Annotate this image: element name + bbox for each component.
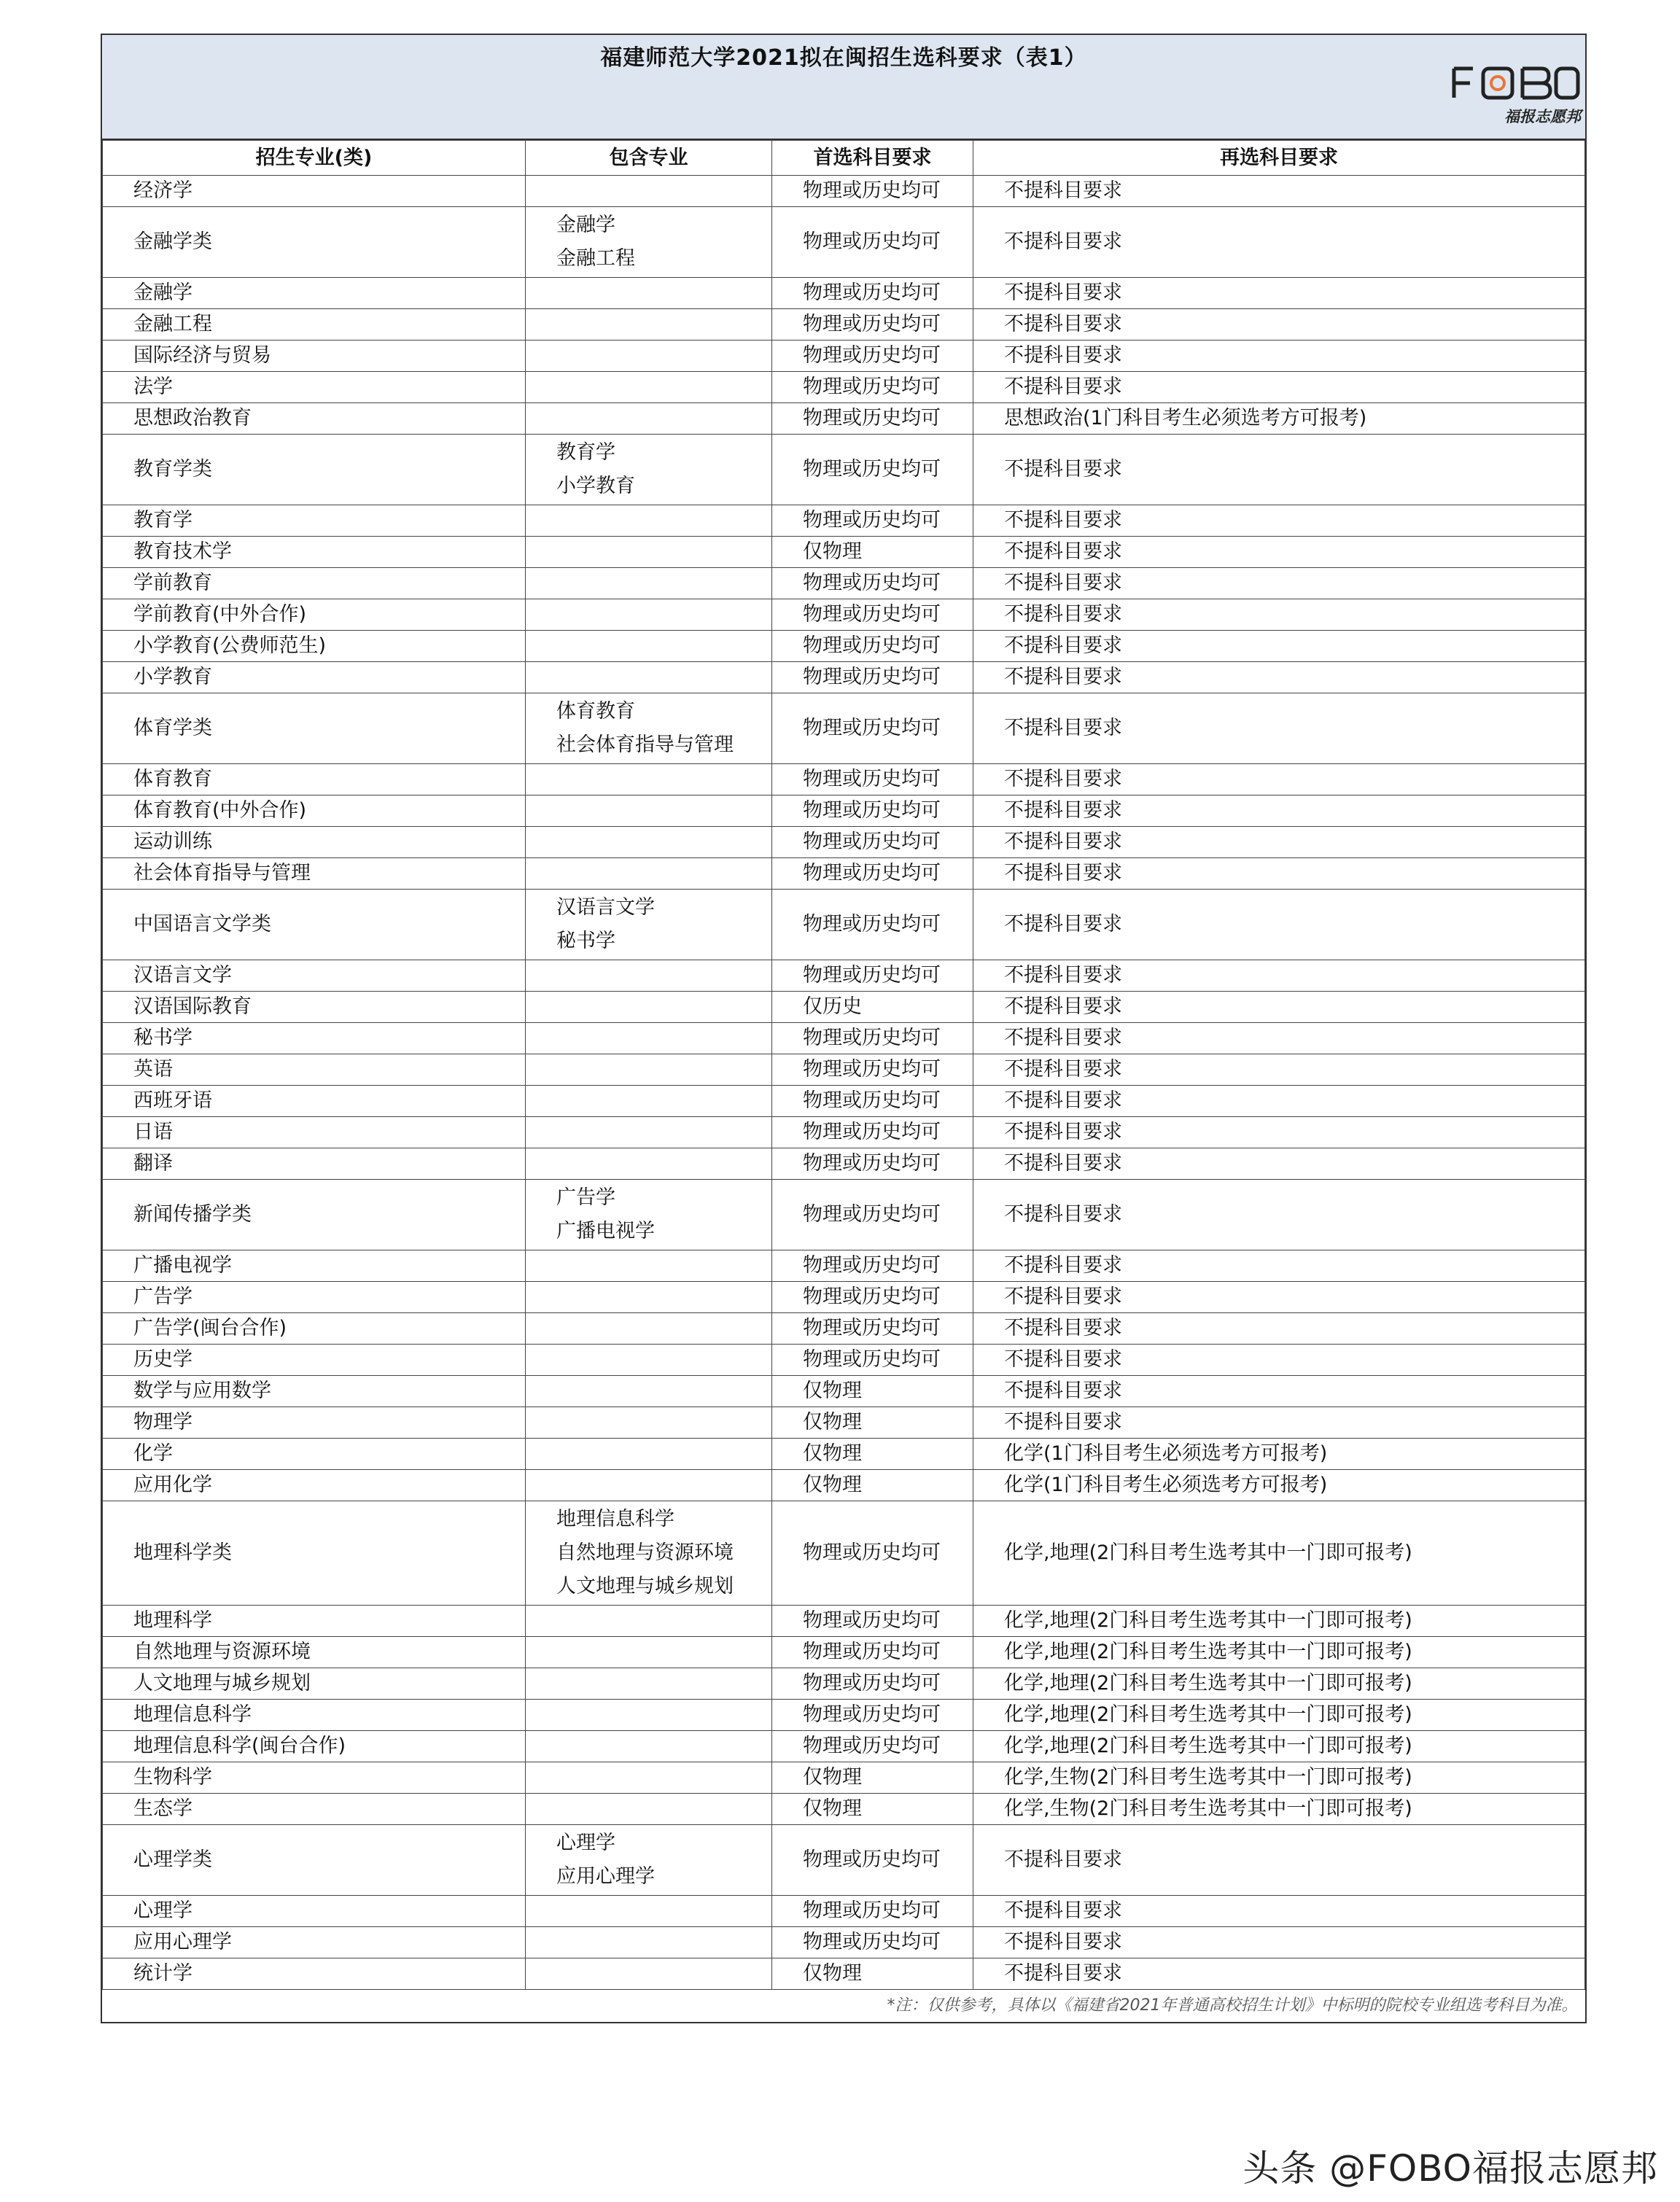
major-cell: 广告学(闽台合作) [103,1313,526,1345]
major-cell: 体育教育(中外合作) [103,795,526,827]
included-majors-cell [526,764,772,795]
header-row [103,141,1585,176]
first-choice-cell: 仅物理 [772,537,973,568]
included-majors-cell [526,827,772,858]
second-choice-cell: 不提科目要求 [973,1148,1585,1180]
second-choice-cell: 不提科目要求 [973,1958,1585,1990]
first-choice-cell: 物理或历史均可 [772,1731,973,1762]
table-row [103,435,1585,505]
included-majors-cell [526,1637,772,1668]
first-choice-cell: 物理或历史均可 [772,1313,973,1345]
major-cell: 运动训练 [103,827,526,858]
table-row [103,403,1585,435]
table-row [103,1117,1585,1148]
included-majors-cell [526,1054,772,1086]
major-cell: 秘书学 [103,1023,526,1054]
included-majors-cell [526,1731,772,1762]
major-cell: 数学与应用数学 [103,1376,526,1407]
first-choice-cell: 物理或历史均可 [772,1148,973,1180]
footnote: *注：仅供参考，具体以《福建省2021年普通高校招生计划》中标明的院校专业组选考科目为准。 [103,1990,1585,2023]
major-cell: 小学教育(公费师范生) [103,631,526,662]
table-row [103,1668,1585,1700]
second-choice-cell: 不提科目要求 [973,341,1585,372]
major-cell: 西班牙语 [103,1086,526,1117]
included-majors-cell [526,1958,772,1990]
table-row [103,207,1585,278]
table-row [103,1762,1585,1794]
major-cell: 历史学 [103,1345,526,1376]
table-row [103,1958,1585,1990]
first-choice-cell: 物理或历史均可 [772,1023,973,1054]
table-row [103,662,1585,693]
major-cell: 心理学 [103,1896,526,1927]
first-choice-cell: 物理或历史均可 [772,631,973,662]
second-choice-cell: 不提科目要求 [973,631,1585,662]
second-choice-cell: 化学,地理(2门科目考生选考其中一门即可报考) [973,1501,1585,1606]
included-major: 地理信息科学 [556,1508,674,1530]
table-row [103,568,1585,599]
major-cell: 金融工程 [103,309,526,341]
second-choice-cell: 不提科目要求 [973,827,1585,858]
included-major: 社会体育指导与管理 [556,734,734,756]
table-row [103,1345,1585,1376]
first-choice-cell: 物理或历史均可 [772,827,973,858]
table-row [103,1086,1585,1117]
major-cell: 思想政治教育 [103,403,526,435]
table-row [103,992,1585,1023]
major-cell: 体育学类 [103,693,526,764]
included-majors-cell [526,1794,772,1825]
included-majors-cell [526,1345,772,1376]
second-choice-cell: 不提科目要求 [973,176,1585,207]
first-choice-cell: 物理或历史均可 [772,341,973,372]
first-choice-cell: 物理或历史均可 [772,1825,973,1896]
included-majors-cell [526,795,772,827]
table-row [103,1700,1585,1731]
first-choice-cell: 物理或历史均可 [772,764,973,795]
included-majors-cell [526,176,772,207]
included-major: 应用心理学 [556,1865,655,1888]
first-choice-cell: 物理或历史均可 [772,1700,973,1731]
table-row [103,1376,1585,1407]
second-choice-cell: 化学(1门科目考生必须选考方可报考) [973,1439,1585,1470]
table-row [103,599,1585,631]
table-row [103,764,1585,795]
first-choice-cell: 物理或历史均可 [772,662,973,693]
table-row [103,827,1585,858]
included-major: 教育学 [556,441,615,464]
table-row [103,537,1585,568]
included-majors-cell [526,505,772,537]
first-choice-cell: 物理或历史均可 [772,1637,973,1668]
first-choice-cell: 物理或历史均可 [772,1668,973,1700]
included-major: 秘书学 [556,930,615,952]
first-choice-cell: 仅物理 [772,1407,973,1439]
second-choice-cell: 不提科目要求 [973,568,1585,599]
included-majors-cell [526,207,772,278]
major-cell: 小学教育 [103,662,526,693]
included-majors-cell [526,1148,772,1180]
table-row [103,1637,1585,1668]
major-cell: 化学 [103,1439,526,1470]
table-row [103,1825,1585,1896]
first-choice-cell: 物理或历史均可 [772,1927,973,1958]
included-majors-cell [526,1376,772,1407]
first-choice-cell: 物理或历史均可 [772,1250,973,1282]
included-majors-cell [526,1086,772,1117]
major-cell: 国际经济与贸易 [103,341,526,372]
second-choice-cell: 不提科目要求 [973,537,1585,568]
col-header-first-choice: 首选科目要求 [772,141,973,176]
first-choice-cell: 仅物理 [772,1794,973,1825]
first-choice-cell: 物理或历史均可 [772,1180,973,1250]
first-choice-cell: 物理或历史均可 [772,795,973,827]
table-row [103,1501,1585,1606]
major-cell: 教育学类 [103,435,526,505]
second-choice-cell: 化学,地理(2门科目考生选考其中一门即可报考) [973,1606,1585,1637]
major-cell: 广播电视学 [103,1250,526,1282]
first-choice-cell: 物理或历史均可 [772,693,973,764]
included-major: 广告学 [556,1186,615,1209]
major-cell: 物理学 [103,1407,526,1439]
included-majors-cell [526,341,772,372]
included-majors-cell [526,403,772,435]
major-cell: 中国语言文学类 [103,890,526,960]
first-choice-cell: 物理或历史均可 [772,858,973,890]
second-choice-cell: 思想政治(1门科目考生必须选考方可报考) [973,403,1585,435]
major-cell: 体育教育 [103,764,526,795]
included-major: 体育教育 [556,700,635,723]
major-cell: 金融学 [103,278,526,309]
table-row [103,795,1585,827]
second-choice-cell: 不提科目要求 [973,372,1585,403]
included-majors-cell [526,278,772,309]
table-row [103,1054,1585,1086]
included-major: 广播电视学 [556,1220,655,1242]
major-cell: 广告学 [103,1282,526,1313]
major-cell: 汉语言文学 [103,960,526,992]
included-majors-cell [526,1927,772,1958]
major-cell: 英语 [103,1054,526,1086]
major-cell: 地理信息科学 [103,1700,526,1731]
included-majors-cell [526,1700,772,1731]
first-choice-cell: 物理或历史均可 [772,599,973,631]
first-choice-cell: 物理或历史均可 [772,1054,973,1086]
major-cell: 翻译 [103,1148,526,1180]
second-choice-cell: 化学,地理(2门科目考生选考其中一门即可报考) [973,1700,1585,1731]
first-choice-cell: 物理或历史均可 [772,1501,973,1606]
first-choice-cell: 物理或历史均可 [772,1345,973,1376]
included-major: 自然地理与资源环境 [556,1541,734,1564]
table-row [103,1927,1585,1958]
watermark: 头条 @FOBO福报志愿邦 [1242,2147,1658,2190]
table-row [103,1794,1585,1825]
included-majors-cell [526,1668,772,1700]
first-choice-cell: 仅物理 [772,1376,973,1407]
title-band [102,35,1585,140]
first-choice-cell: 物理或历史均可 [772,403,973,435]
second-choice-cell: 化学,生物(2门科目考生选考其中一门即可报考) [973,1762,1585,1794]
requirements-sheet [101,34,1587,2023]
first-choice-cell: 仅物理 [772,1958,973,1990]
included-majors-cell [526,537,772,568]
major-cell: 教育技术学 [103,537,526,568]
table-row [103,858,1585,890]
included-major: 金融学 [556,214,615,236]
second-choice-cell: 不提科目要求 [973,890,1585,960]
included-majors-cell [526,1501,772,1606]
second-choice-cell: 化学,地理(2门科目考生选考其中一门即可报考) [973,1731,1585,1762]
major-cell: 教育学 [103,505,526,537]
included-majors-cell [526,309,772,341]
first-choice-cell: 物理或历史均可 [772,1117,973,1148]
second-choice-cell: 不提科目要求 [973,764,1585,795]
second-choice-cell: 不提科目要求 [973,960,1585,992]
second-choice-cell: 化学,地理(2门科目考生选考其中一门即可报考) [973,1637,1585,1668]
second-choice-cell: 不提科目要求 [973,1250,1585,1282]
second-choice-cell: 不提科目要求 [973,309,1585,341]
second-choice-cell: 不提科目要求 [973,1054,1585,1086]
table-row [103,1439,1585,1470]
table-row [103,1731,1585,1762]
table-row [103,1148,1585,1180]
table-row [103,1896,1585,1927]
included-majors-cell [526,1117,772,1148]
first-choice-cell: 仅物理 [772,1470,973,1501]
included-majors-cell [526,890,772,960]
table-row [103,505,1585,537]
second-choice-cell: 不提科目要求 [973,1927,1585,1958]
first-choice-cell: 物理或历史均可 [772,1606,973,1637]
major-cell: 自然地理与资源环境 [103,1637,526,1668]
major-cell: 法学 [103,372,526,403]
second-choice-cell: 不提科目要求 [973,1313,1585,1345]
second-choice-cell: 不提科目要求 [973,1825,1585,1896]
table-row [103,1180,1585,1250]
major-cell: 生物科学 [103,1762,526,1794]
included-majors-cell [526,960,772,992]
second-choice-cell: 不提科目要求 [973,1117,1585,1148]
first-choice-cell: 物理或历史均可 [772,1086,973,1117]
second-choice-cell: 化学,地理(2门科目考生选考其中一门即可报考) [973,1668,1585,1700]
first-choice-cell: 物理或历史均可 [772,372,973,403]
first-choice-cell: 物理或历史均可 [772,278,973,309]
major-cell: 统计学 [103,1958,526,1990]
table-row [103,1606,1585,1637]
second-choice-cell: 不提科目要求 [973,505,1585,537]
table-row [103,1023,1585,1054]
included-majors-cell [526,693,772,764]
table-row [103,890,1585,960]
document-title: 福建师范大学2021拟在闽招生选科要求（表1） [600,45,1087,71]
second-choice-cell: 不提科目要求 [973,858,1585,890]
second-choice-cell: 不提科目要求 [973,207,1585,278]
second-choice-cell: 不提科目要求 [973,1086,1585,1117]
first-choice-cell: 物理或历史均可 [772,1282,973,1313]
major-cell: 汉语国际教育 [103,992,526,1023]
included-major: 汉语言文学 [556,896,655,919]
included-majors-cell [526,1250,772,1282]
table-row [103,372,1585,403]
included-major: 小学教育 [556,475,635,497]
major-cell: 地理信息科学(闽台合作) [103,1731,526,1762]
table-row [103,341,1585,372]
second-choice-cell: 不提科目要求 [973,693,1585,764]
table-row [103,1470,1585,1501]
included-majors-cell [526,1762,772,1794]
first-choice-cell: 物理或历史均可 [772,505,973,537]
major-cell: 社会体育指导与管理 [103,858,526,890]
table-row [103,278,1585,309]
col-header-second-choice: 再选科目要求 [973,141,1585,176]
second-choice-cell: 不提科目要求 [973,1282,1585,1313]
included-majors-cell [526,1313,772,1345]
first-choice-cell: 物理或历史均可 [772,176,973,207]
table-row [103,693,1585,764]
first-choice-cell: 物理或历史均可 [772,890,973,960]
second-choice-cell: 不提科目要求 [973,1407,1585,1439]
first-choice-cell: 仅历史 [772,992,973,1023]
included-major: 心理学 [556,1832,615,1854]
table-row [103,309,1585,341]
included-majors-cell [526,631,772,662]
table-row [103,631,1585,662]
table-row [103,1407,1585,1439]
second-choice-cell: 不提科目要求 [973,1180,1585,1250]
included-majors-cell [526,599,772,631]
first-choice-cell: 仅物理 [772,1439,973,1470]
first-choice-cell: 物理或历史均可 [772,568,973,599]
table-row [103,1282,1585,1313]
second-choice-cell: 不提科目要求 [973,599,1585,631]
second-choice-cell: 化学,生物(2门科目考生选考其中一门即可报考) [973,1794,1585,1825]
major-cell: 心理学类 [103,1825,526,1896]
first-choice-cell: 物理或历史均可 [772,309,973,341]
included-majors-cell [526,568,772,599]
included-majors-cell [526,435,772,505]
second-choice-cell: 不提科目要求 [973,435,1585,505]
included-majors-cell [526,1896,772,1927]
first-choice-cell: 物理或历史均可 [772,435,973,505]
table-row [103,1313,1585,1345]
included-majors-cell [526,1606,772,1637]
major-cell: 日语 [103,1117,526,1148]
first-choice-cell: 仅物理 [772,1762,973,1794]
included-majors-cell [526,1180,772,1250]
major-cell: 新闻传播学类 [103,1180,526,1250]
second-choice-cell: 不提科目要求 [973,992,1585,1023]
second-choice-cell: 不提科目要求 [973,662,1585,693]
second-choice-cell: 不提科目要求 [973,1023,1585,1054]
col-header-major: 招生专业(类) [103,141,526,176]
major-cell: 学前教育(中外合作) [103,599,526,631]
second-choice-cell: 不提科目要求 [973,1376,1585,1407]
first-choice-cell: 物理或历史均可 [772,1896,973,1927]
table-row [103,176,1585,207]
major-cell: 生态学 [103,1794,526,1825]
col-header-included: 包含专业 [526,141,772,176]
first-choice-cell: 物理或历史均可 [772,960,973,992]
included-majors-cell [526,1023,772,1054]
note-row [103,1990,1585,2023]
major-cell: 人文地理与城乡规划 [103,1668,526,1700]
major-cell: 学前教育 [103,568,526,599]
major-cell: 金融学类 [103,207,526,278]
second-choice-cell: 化学(1门科目考生必须选考方可报考) [973,1470,1585,1501]
fobo-logo-icon [1451,64,1581,102]
major-cell: 地理科学 [103,1606,526,1637]
major-cell: 应用心理学 [103,1927,526,1958]
included-majors-cell [526,372,772,403]
included-majors-cell [526,1825,772,1896]
second-choice-cell: 不提科目要求 [973,1896,1585,1927]
included-major: 金融工程 [556,247,635,270]
included-majors-cell [526,662,772,693]
second-choice-cell: 不提科目要求 [973,278,1585,309]
fobo-logo [1450,64,1581,134]
major-cell: 地理科学类 [103,1501,526,1606]
major-cell: 经济学 [103,176,526,207]
included-majors-cell [526,992,772,1023]
included-majors-cell [526,858,772,890]
first-choice-cell: 物理或历史均可 [772,207,973,278]
included-majors-cell [526,1439,772,1470]
requirements-table [102,140,1585,2022]
logo-text: 福报志愿邦 [1504,108,1581,125]
included-major: 人文地理与城乡规划 [556,1575,734,1598]
second-choice-cell: 不提科目要求 [973,1345,1585,1376]
included-majors-cell [526,1282,772,1313]
included-majors-cell [526,1407,772,1439]
second-choice-cell: 不提科目要求 [973,795,1585,827]
table-row [103,960,1585,992]
included-majors-cell [526,1470,772,1501]
table-body [103,176,1585,1990]
major-cell: 应用化学 [103,1470,526,1501]
table-row [103,1250,1585,1282]
